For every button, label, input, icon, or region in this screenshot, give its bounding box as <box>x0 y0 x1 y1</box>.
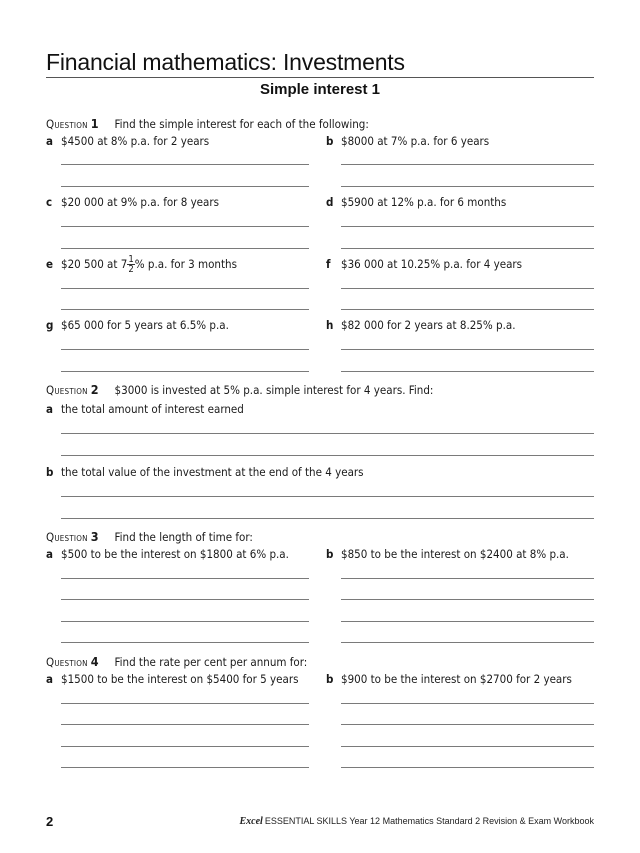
q1-item-f: f $36 000 at 10.25% p.a. for 4 years <box>326 257 523 271</box>
answer-line[interactable] <box>61 724 309 725</box>
answer-line[interactable] <box>341 164 594 165</box>
brand-logo: Excel <box>239 816 263 827</box>
q4-item-a: a $1500 to be the interest on $5400 for 5 years <box>46 672 299 686</box>
footer-credit <box>240 816 595 827</box>
answer-line[interactable] <box>61 642 309 643</box>
answer-line[interactable] <box>341 578 594 579</box>
answer-line[interactable] <box>61 186 309 187</box>
question-label: Question <box>46 530 88 544</box>
answer-line[interactable] <box>341 371 594 372</box>
answer-line[interactable] <box>341 226 594 227</box>
answer-line[interactable] <box>61 599 309 600</box>
question-label: Question <box>46 383 88 397</box>
answer-line[interactable] <box>61 349 309 350</box>
answer-line[interactable] <box>61 578 309 579</box>
answer-line[interactable] <box>61 455 594 456</box>
q2-item-a: a the total amount of interest earned <box>46 402 244 416</box>
question-number: 3 <box>90 529 99 544</box>
question-number: 4 <box>90 654 99 669</box>
question-label: Question <box>46 655 88 669</box>
answer-line[interactable] <box>341 349 594 350</box>
q4-item-b: b $900 to be the interest on $2700 for 2 years <box>326 672 572 686</box>
q1-item-g: g $65 000 for 5 years at 6.5% p.a. <box>46 318 229 332</box>
book-title: ESSENTIAL SKILLS Year 12 Mathematics Standard 2 Revision & Exam Workbook <box>264 816 594 826</box>
answer-line[interactable] <box>341 186 594 187</box>
q1-item-a: a $4500 at 8% p.a. for 2 years <box>46 134 210 148</box>
q2-item-b: b the total value of the investment at the end of the 4 years <box>46 465 364 479</box>
answer-line[interactable] <box>61 226 309 227</box>
question-3-heading <box>46 529 253 544</box>
q1-item-e: e $20 500 at 7 $\frac{1}{2}$ % p.a. for 3 months <box>46 254 237 275</box>
page-title: Financial mathematics: Investments <box>46 49 405 75</box>
answer-line[interactable] <box>341 288 594 289</box>
answer-line[interactable] <box>341 642 594 643</box>
question-number: 2 <box>90 382 99 397</box>
answer-line[interactable] <box>341 724 594 725</box>
q3-item-a: a $500 to be the interest on $1800 at 6% p.a. <box>46 547 289 561</box>
question-2-heading <box>46 382 433 397</box>
answer-line[interactable] <box>61 496 594 497</box>
q3-item-b: b $850 to be the interest on $2400 at 8% p.a. <box>326 547 569 561</box>
answer-line[interactable] <box>341 599 594 600</box>
answer-line[interactable] <box>61 309 309 310</box>
answer-line[interactable] <box>341 767 594 768</box>
answer-line[interactable] <box>61 746 309 747</box>
answer-line[interactable] <box>341 746 594 747</box>
answer-line[interactable] <box>61 288 309 289</box>
q1-item-b: b $8000 at 7% p.a. for 6 years <box>326 134 490 148</box>
answer-line[interactable] <box>61 621 309 622</box>
page-number: 2 <box>46 814 54 829</box>
fraction: $\frac{1}{2}$ <box>128 254 134 275</box>
question-4-text: Find the rate per cent per annum for: <box>114 655 308 669</box>
answer-line[interactable] <box>341 703 594 704</box>
question-number: 1 <box>90 116 99 131</box>
question-2-text: $3000 is invested at 5% p.a. simple interest for 4 years. Find: <box>114 383 434 397</box>
question-3-text: Find the length of time for: <box>114 530 253 544</box>
question-4-heading <box>46 654 307 669</box>
answer-line[interactable] <box>341 621 594 622</box>
answer-line[interactable] <box>61 371 309 372</box>
answer-line[interactable] <box>61 767 309 768</box>
answer-line[interactable] <box>61 518 594 519</box>
answer-line[interactable] <box>341 248 594 249</box>
answer-line[interactable] <box>61 164 309 165</box>
answer-line[interactable] <box>61 248 309 249</box>
question-1-heading <box>46 116 369 131</box>
q1-item-c: c $20 000 at 9% p.a. for 8 years <box>46 195 220 209</box>
question-label: Question <box>46 117 88 131</box>
answer-line[interactable] <box>61 703 309 704</box>
question-1-text: Find the simple interest for each of the following: <box>114 117 369 131</box>
q1-item-d: d $5900 at 12% p.a. for 6 months <box>326 195 507 209</box>
title-divider <box>46 77 594 78</box>
q1-item-h: h $82 000 for 2 years at 8.25% p.a. <box>326 318 516 332</box>
answer-line[interactable] <box>61 433 594 434</box>
worksheet-subtitle: Simple interest 1 <box>259 81 381 98</box>
answer-line[interactable] <box>341 309 594 310</box>
